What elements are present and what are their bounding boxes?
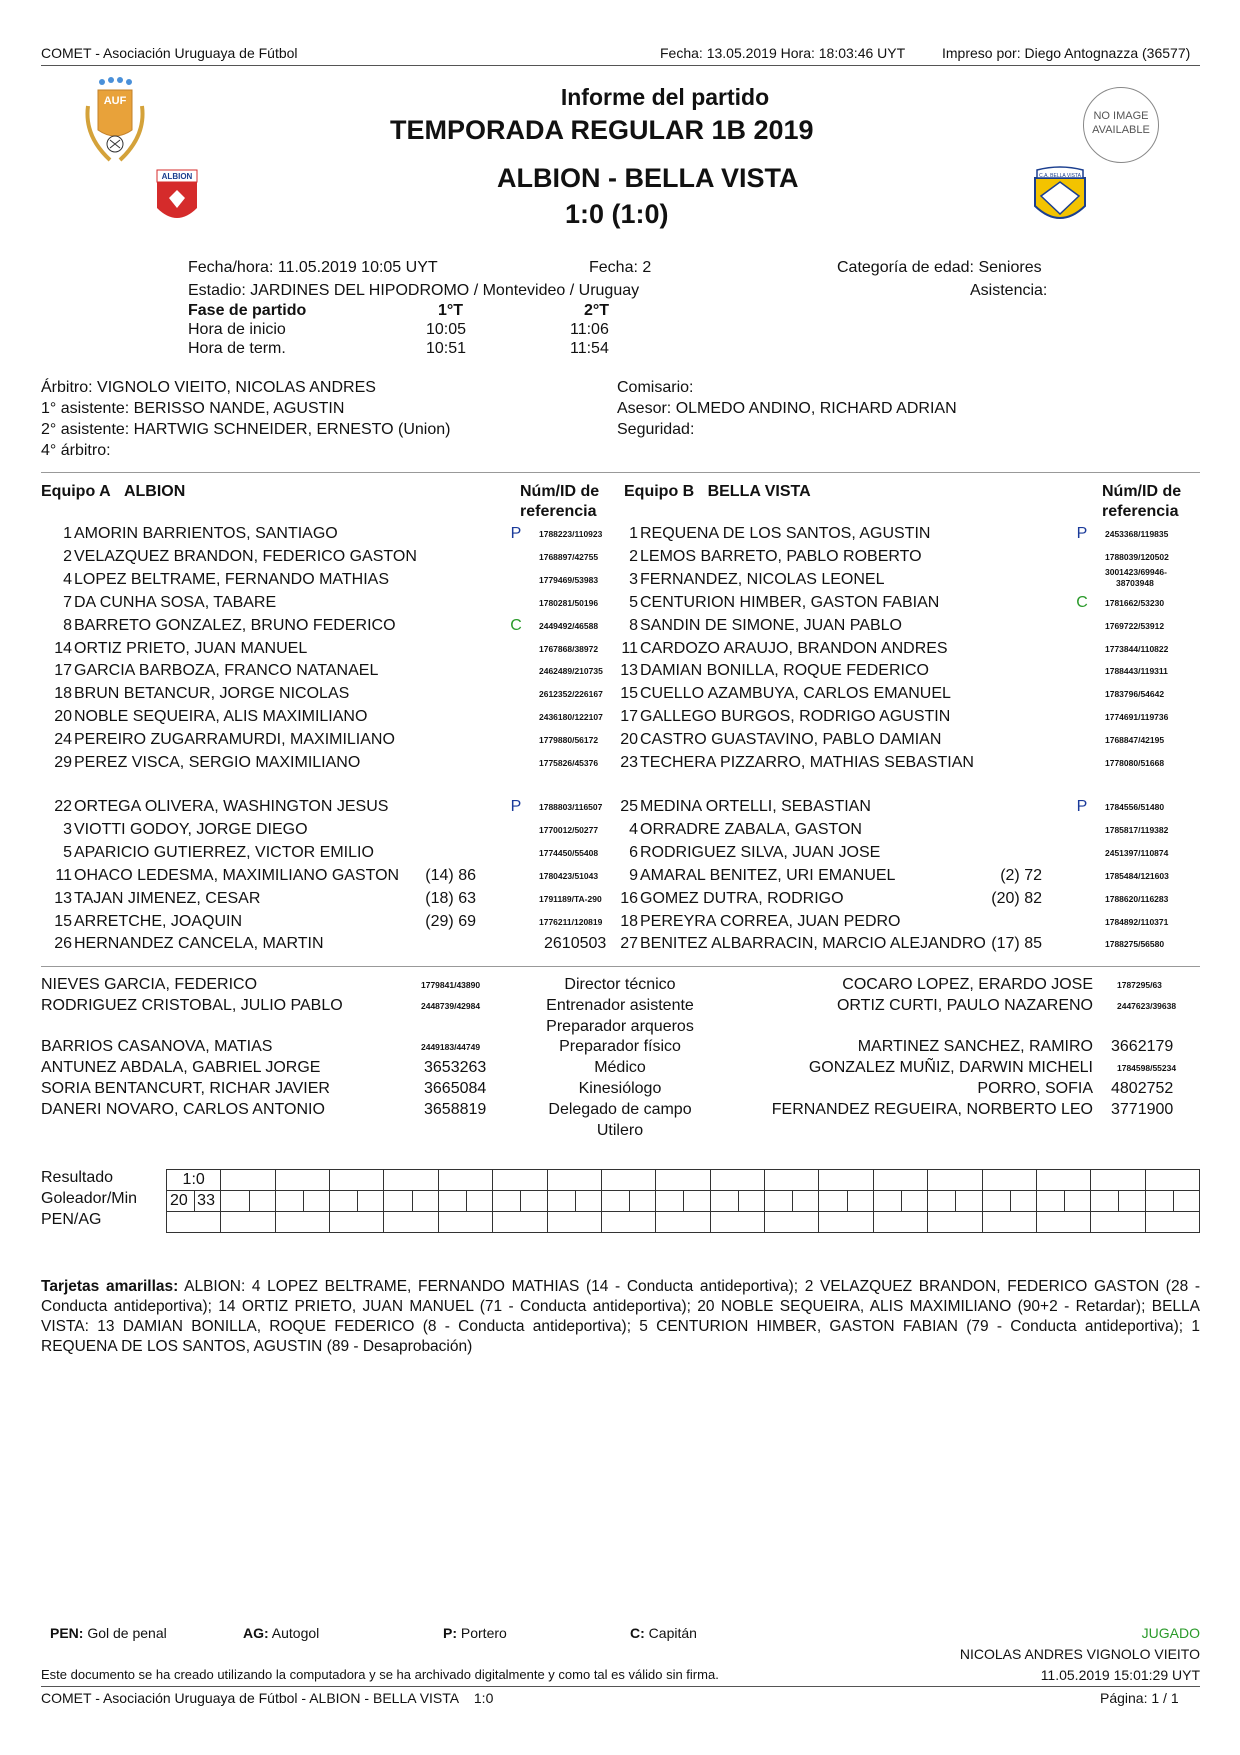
assistant-1: 1° asistente: BERISSO NANDE, AGUSTIN (41, 400, 345, 417)
player-name: NOBLE SEQUEIRA, ALIS MAXIMILIANO (74, 708, 368, 726)
player-name: LEMOS BARRETO, PABLO ROBERTO (640, 547, 922, 565)
result-cell (764, 1169, 819, 1191)
match-score: 1:0 (1:0) (565, 199, 669, 229)
player-name: PEREZ VISCA, SERGIO MAXIMILIANO (74, 754, 361, 771)
auf-logo-a: AUF (103, 95, 127, 107)
start-label: Hora de inicio (188, 321, 286, 338)
player-number: 26 (54, 935, 72, 953)
team-b-ref-header: Núm/ID de (1102, 483, 1182, 500)
player-name: VIOTTI GODOY, JORGE DIEGO (74, 820, 308, 838)
referee: Árbitro: VIGNOLO VIEITO, NICOLAS ANDRES (41, 379, 376, 396)
team-a-ref-header-2: referencia (520, 503, 597, 520)
header-print-date: Fecha: 13.05.2019 Hora: 18:03:46 UYT (660, 45, 906, 61)
albion-logo-text: ALBION (161, 172, 193, 181)
staff-a-name: ANTUNEZ ABDALA, GABRIEL JORGE (41, 1059, 321, 1077)
staff-a-name: RODRIGUEZ CRISTOBAL, JULIO PABLO (41, 996, 343, 1014)
player-ref: 1784556/51480 (1105, 802, 1165, 812)
player-name: GALLEGO BURGOS, RODRIGO AGUSTIN (640, 708, 951, 726)
goalkeeper-mark: P (1076, 798, 1088, 815)
player-ref: 1783796/54642 (1105, 689, 1165, 700)
team-a-label: Equipo A (41, 483, 111, 500)
scorer-cell (764, 1190, 819, 1212)
scorer-cell (601, 1190, 656, 1212)
staff-role: Entrenador asistente (546, 996, 694, 1014)
assistant-2: 2° asistente: HARTWIG SCHNEIDER, ERNESTO (Union) (41, 421, 451, 438)
scorer-cell (710, 1190, 765, 1212)
scorer-cell-divider (194, 1191, 195, 1212)
legend-c: C: Capitán (630, 1625, 697, 1641)
match-title: ALBION - BELLA VISTA (497, 163, 799, 193)
scorer-cell (982, 1190, 1037, 1212)
player-name: LOPEZ BELTRAME, FERNANDO MATHIAS (74, 570, 390, 588)
staff-a-name: BARRIOS CASANOVA, MATIAS (41, 1038, 273, 1056)
player-name: TECHERA PIZZARRO, MATHIAS SEBASTIAN (640, 754, 974, 771)
player-ref: 1780281/50196 (539, 597, 599, 608)
result-cell (166, 1169, 221, 1191)
start-half2: 11:06 (570, 321, 609, 338)
player-name: BENITEZ ALBARRACIN, MARCIO ALEJANDRO (640, 935, 986, 953)
player-ref: 1788223/110923 (539, 529, 603, 539)
end-half1: 10:51 (426, 340, 467, 357)
player-name: PEREIRO ZUGARRAMURDI, MAXIMILIANO (74, 731, 395, 749)
yellow-cards (41, 1277, 1200, 1357)
result-label: Resultado (41, 1169, 114, 1186)
result-cell (492, 1169, 547, 1191)
half2-label: 2°T (584, 302, 610, 319)
player-number: 3 (63, 820, 72, 838)
player-name: ORRADRE ZABALA, GASTON (640, 820, 862, 838)
yellow-cards-label: Tarjetas amarillas: (41, 1278, 179, 1295)
pen-ag-cell (818, 1211, 873, 1233)
player-name: AMORIN BARRIENTOS, SANTIAGO (74, 525, 338, 542)
legend-p: P: Portero (443, 1625, 507, 1641)
player-number: 5 (63, 843, 72, 861)
staff-a-name: DANERI NOVARO, CARLOS ANTONIO (41, 1100, 325, 1118)
scorer-cell-divider (1010, 1191, 1011, 1212)
player-name: CENTURION HIMBER, GASTON FABIAN (640, 593, 940, 611)
player-ref: 1774450/55408 (539, 847, 599, 858)
result-cell (873, 1169, 928, 1191)
player-number: 8 (63, 616, 72, 634)
player-ref: 1770012/50277 (539, 824, 599, 835)
player-number: 2 (63, 547, 72, 565)
result-cell (220, 1169, 275, 1191)
scorer-cell (1090, 1190, 1145, 1212)
sub-minute: (29) 69 (425, 912, 476, 930)
player-ref: 1788620/116283 (1105, 893, 1169, 904)
stadium: Estadio: JARDINES DEL HIPODROMO / Montevideo / Uruguay (188, 282, 640, 299)
pen-ag-cell (601, 1211, 656, 1233)
player-number: 1 (629, 525, 638, 542)
security: Seguridad: (617, 421, 695, 438)
goalkeeper-mark: P (510, 798, 522, 815)
staff-a-ref: 2448739/42984 (421, 1000, 481, 1011)
scorer-cell-divider (249, 1191, 250, 1212)
scorer-cell (1036, 1190, 1091, 1212)
player-name: ORTIZ PRIETO, JUAN MANUEL (74, 639, 308, 657)
player-ref: 1788803/116507 (539, 802, 603, 812)
scorer-cell-divider (1118, 1191, 1119, 1212)
player-name: DA CUNHA SOSA, TABARE (74, 593, 277, 611)
no-image-line1: NO IMAGE (1093, 110, 1149, 122)
end-label: Hora de term. (188, 340, 286, 357)
scorer-cell-divider (792, 1191, 793, 1212)
team-b-ref-header-2: referencia (1102, 503, 1179, 520)
player-number: 23 (620, 754, 638, 771)
result-cell (275, 1169, 330, 1191)
player-name: MEDINA ORTELLI, SEBASTIAN (640, 798, 871, 815)
season-title: TEMPORADA REGULAR 1B 2019 (390, 115, 814, 145)
scorer-cell-divider (738, 1191, 739, 1212)
pen-ag-cell (492, 1211, 547, 1233)
player-ref: 1773844/110822 (1105, 643, 1169, 654)
player-name: CASTRO GUASTAVINO, PABLO DAMIAN (640, 731, 942, 749)
sub-minute: (18) 63 (425, 889, 476, 907)
signed-at: 11.05.2019 15:01:29 UYT (1040, 1667, 1200, 1683)
pen-ag-cell (329, 1211, 384, 1233)
scorer-cell (655, 1190, 710, 1212)
scorer-cell-divider (303, 1191, 304, 1212)
staff-b-name: COCARO LOPEZ, ERARDO JOSE (842, 976, 1093, 993)
player-number: 8 (629, 616, 638, 634)
player-ref: 3001423/69946- (1105, 566, 1167, 577)
player-number: 15 (620, 685, 638, 703)
scorer-cell (927, 1190, 982, 1212)
player-number: 6 (629, 843, 638, 861)
player-ref: 2436180/122107 (539, 712, 603, 723)
player-ref: 1784892/110371 (1105, 916, 1169, 927)
player-number: 5 (629, 593, 638, 611)
team-b-label: Equipo B (624, 483, 695, 500)
player-number: 11 (55, 866, 72, 884)
staff-a-ref: 3658819 (424, 1100, 487, 1118)
scorer-cell-divider (955, 1191, 956, 1212)
result-cell (601, 1169, 656, 1191)
player-name: AMARAL BENITEZ, URI EMANUEL (640, 866, 896, 884)
player-name: PEREYRA CORREA, JUAN PEDRO (640, 912, 901, 930)
result-cell (982, 1169, 1037, 1191)
scorer-cell-divider (847, 1191, 848, 1212)
player-number: 29 (54, 754, 72, 771)
staff-a-ref: 3665084 (424, 1080, 487, 1097)
scorer-cell (438, 1190, 493, 1212)
player-number: 16 (620, 889, 638, 907)
result-cell (1090, 1169, 1145, 1191)
bella-vista-logo (1029, 166, 1091, 230)
pen-ag-label: PEN/AG (41, 1211, 102, 1228)
team-a-header (41, 483, 185, 501)
player-ref-cont: 38703948 (1116, 577, 1154, 588)
staff-role: Médico (594, 1059, 646, 1077)
fourth-official: 4° árbitro: (41, 442, 111, 459)
pen-ag-cell (383, 1211, 438, 1233)
scorer-cell (220, 1190, 275, 1212)
advisor: Asesor: OLMEDO ANDINO, RICHARD ADRIAN (617, 400, 957, 417)
player-number: 25 (620, 798, 638, 815)
staff-a-ref: 3653263 (424, 1059, 487, 1077)
player-name: RODRIGUEZ SILVA, JUAN JOSE (640, 843, 881, 861)
team-b-header (624, 483, 811, 501)
player-ref: 1785484/121603 (1105, 870, 1169, 881)
player-ref: 1778080/51668 (1105, 758, 1165, 768)
player-ref: 2610503 (544, 935, 607, 953)
pen-ag-cell (547, 1211, 602, 1233)
staff-role: Kinesiólogo (578, 1080, 662, 1097)
commissioner: Comisario: (617, 379, 694, 396)
result-cell (927, 1169, 982, 1191)
phase-label: Fase de partido (188, 302, 307, 319)
result-cell (655, 1169, 710, 1191)
scorer-cell (275, 1190, 330, 1212)
result-cell (547, 1169, 602, 1191)
scorer-cell-divider (1173, 1191, 1174, 1212)
player-name: DAMIAN BONILLA, ROQUE FEDERICO (640, 662, 929, 680)
scorer-cell-divider (575, 1191, 576, 1212)
report-title: Informe del partido (560, 84, 770, 110)
player-name: REQUENA DE LOS SANTOS, AGUSTIN (640, 525, 931, 542)
staff-a-name: SORIA BENTANCURT, RICHAR JAVIER (41, 1080, 330, 1097)
result-cell (438, 1169, 493, 1191)
pen-ag-cell (1145, 1211, 1200, 1233)
captain-mark: C (510, 616, 522, 634)
player-name: OHACO LEDESMA, MAXIMILIANO GASTON (74, 866, 400, 884)
staff-b-name: GONZALEZ MUÑIZ, DARWIN MICHELI (808, 1059, 1093, 1077)
age-category: Categoría de edad: Seniores (837, 259, 1042, 276)
scorer-cell (818, 1190, 873, 1212)
footer-match: COMET - Asociación Uruguaya de Fútbol - ALBION - BELLA VISTA 1:0 (41, 1690, 494, 1706)
bella-logo-text: C.A. BELLA VISTA (1039, 173, 1081, 179)
scorer-minute: 33 (197, 1192, 215, 1209)
scorer-cell (1145, 1190, 1200, 1212)
player-number: 20 (620, 731, 638, 749)
staff-b-name: ORTIZ CURTI, PAULO NAZARENO (836, 996, 1093, 1014)
result-cell (1145, 1169, 1200, 1191)
result-cell (710, 1169, 765, 1191)
pen-ag-cell (982, 1211, 1037, 1233)
result-cell (383, 1169, 438, 1191)
goalkeeper-mark: P (510, 525, 522, 542)
digital-note: Este documento se ha creado utilizando la computadora y se ha archivado digitalmente y como tal es válido sin firma. (41, 1667, 719, 1682)
header-printed-by: Impreso por: Diego Antognazza (36577) (942, 45, 1191, 61)
player-name: GOMEZ DUTRA, RODRIGO (640, 889, 844, 907)
staff-b-name: PORRO, SOFIA (977, 1080, 1093, 1097)
end-half2: 11:54 (570, 340, 609, 357)
player-number: 17 (54, 662, 72, 680)
player-ref: 1788039/120502 (1105, 551, 1169, 562)
pen-ag-cell (438, 1211, 493, 1233)
pen-ag-cell (220, 1211, 275, 1233)
player-ref: 1767868/38972 (539, 643, 599, 654)
player-ref: 1775826/45376 (539, 758, 599, 768)
player-ref: 1779880/56172 (539, 735, 599, 746)
legend-ag: AG: Autogol (243, 1625, 320, 1641)
staff-role: Preparador arqueros (546, 1017, 694, 1035)
player-number: 22 (54, 798, 72, 815)
pen-ag-cell (764, 1211, 819, 1233)
player-number: 4 (63, 570, 72, 588)
staff-b-ref: 1787295/63 (1117, 980, 1162, 990)
player-name: HERNANDEZ CANCELA, MARTIN (74, 935, 324, 953)
goalkeeper-mark: P (1076, 525, 1088, 542)
no-image-line2: AVAILABLE (1092, 124, 1150, 136)
player-number: 9 (629, 866, 638, 884)
player-ref: 1769722/53912 (1105, 620, 1165, 631)
scorer-label: Goleador/Min (41, 1190, 138, 1207)
player-number: 4 (629, 820, 638, 838)
team-a-ref-header: Núm/ID de (520, 483, 600, 500)
staff-role: Utilero (596, 1121, 644, 1139)
staff-role: Preparador físico (559, 1038, 681, 1056)
captain-mark: C (1076, 593, 1088, 611)
staff-a-ref: 2449183/44749 (421, 1042, 481, 1053)
staff-a-name: NIEVES GARCIA, FEDERICO (41, 976, 258, 993)
staff-b-name: FERNANDEZ REGUEIRA, NORBERTO LEO (771, 1100, 1093, 1118)
scorer-cell (873, 1190, 928, 1212)
staff-b-ref: 3662179 (1111, 1038, 1174, 1056)
player-number: 3 (629, 570, 638, 588)
pen-ag-cell (873, 1211, 928, 1233)
scorer-cell-divider (1064, 1191, 1065, 1212)
player-number: 18 (54, 685, 72, 703)
player-ref: 1776211/120819 (539, 916, 603, 927)
player-ref: 1788443/119311 (1105, 666, 1168, 677)
scorer-cell (547, 1190, 602, 1212)
scorer-number: 20 (170, 1192, 188, 1209)
staff-role: Director técnico (564, 976, 676, 993)
scorer-cell (166, 1190, 221, 1212)
player-name: ARRETCHE, JOAQUIN (74, 912, 243, 930)
player-number: 24 (54, 731, 72, 749)
start-half1: 10:05 (426, 321, 467, 338)
scorer-cell (492, 1190, 547, 1212)
scorer-cell (329, 1190, 384, 1212)
scorer-cell-divider (357, 1191, 358, 1212)
player-number: 11 (621, 639, 638, 657)
staff-b-ref: 2447623/39638 (1117, 1000, 1177, 1011)
match-datetime: Fecha/hora: 11.05.2019 10:05 UYT (188, 259, 438, 276)
player-ref: 1781662/53230 (1105, 597, 1165, 608)
scorer-cell-divider (466, 1191, 467, 1212)
player-ref: 2449492/46588 (539, 620, 599, 631)
team-a-name: ALBION (123, 483, 186, 500)
player-number: 18 (620, 912, 638, 930)
player-number: 13 (620, 662, 638, 680)
staff-b-name: MARTINEZ SANCHEZ, RAMIRO (857, 1038, 1093, 1056)
player-number: 27 (620, 935, 638, 953)
player-ref: 2453368/119835 (1105, 529, 1169, 539)
player-number: 1 (63, 525, 72, 542)
pen-ag-cell (710, 1211, 765, 1233)
sub-minute: (14) 86 (425, 866, 476, 884)
no-image-placeholder (1083, 87, 1159, 163)
attendance: Asistencia: (970, 282, 1048, 299)
staff-b-ref: 1784598/55234 (1117, 1063, 1177, 1074)
header-org: COMET - Asociación Uruguaya de Fútbol (41, 45, 298, 61)
player-ref: 1779469/53983 (539, 574, 599, 585)
yellow-cards-text: ALBION: 4 LOPEZ BELTRAME, FERNANDO MATHIAS (14 - Conducta antideportiva); 2 VELAZQUEZ BRANDON, FEDERICO GASTON (28 - Conducta antideportiva); 14 ORTIZ PRIETO, JUAN MANUEL (71 - Conducta antideportiva); 20 NOBLE SEQUEIRA, ALIS MAXIMILIANO (90+2 - Retardar); BELLA VISTA: 13 DAMIAN BONILLA, ROQUE FEDERICO (8 - Conducta antideportiva); 5 CENTURION HIMBER, GASTON FABIAN (79 - Conducta antideportiva); 1 REQUENA DE LOS SANTOS, AGUSTIN (89 - Desaprobación) (41, 1278, 1201, 1355)
signer-name: NICOLAS ANDRES VIGNOLO VIEITO (959, 1646, 1200, 1662)
pen-ag-cell (1036, 1211, 1091, 1233)
player-ref: 2612352/226167 (539, 689, 603, 700)
scorer-cell (383, 1190, 438, 1212)
albion-logo (153, 168, 201, 230)
staff-role: Delegado de campo (548, 1100, 692, 1118)
player-name: TAJAN JIMENEZ, CESAR (74, 889, 261, 907)
player-number: 20 (54, 708, 72, 726)
sub-minute: (17) 85 (991, 935, 1042, 953)
player-ref: 1768847/42195 (1105, 735, 1165, 746)
player-ref: 1768897/42755 (539, 551, 599, 562)
pen-ag-cell (927, 1211, 982, 1233)
scorer-cell-divider (683, 1191, 684, 1212)
sub-minute: (2) 72 (1000, 866, 1042, 884)
pen-ag-cell (275, 1211, 330, 1233)
player-ref: 1780423/51043 (539, 870, 599, 881)
player-ref: 1791189/TA-290 (539, 893, 602, 904)
player-ref: 2462489/210735 (539, 666, 603, 677)
team-b-name: BELLA VISTA (707, 483, 811, 500)
player-ref: 1785817/119382 (1105, 824, 1169, 835)
pen-ag-cell (166, 1211, 221, 1233)
match-round: Fecha: 2 (589, 259, 652, 276)
player-name: APARICIO GUTIERREZ, VICTOR EMILIO (74, 843, 374, 861)
pen-ag-cell (1090, 1211, 1145, 1233)
player-number: 7 (63, 593, 72, 611)
scorer-cell-divider (629, 1191, 630, 1212)
player-name: BRUN BETANCUR, JORGE NICOLAS (74, 685, 350, 703)
scorer-cell-divider (901, 1191, 902, 1212)
player-name: SANDIN DE SIMONE, JUAN PABLO (640, 616, 902, 634)
pen-ag-cell (655, 1211, 710, 1233)
player-number: 14 (54, 639, 72, 657)
staff-b-ref: 4802752 (1111, 1080, 1174, 1097)
player-number: 17 (620, 708, 638, 726)
scorer-cell-divider (520, 1191, 521, 1212)
player-name: VELAZQUEZ BRANDON, FEDERICO GASTON (74, 547, 417, 565)
player-name: CARDOZO ARAUJO, BRANDON ANDRES (640, 639, 948, 657)
result-value: 1:0 (182, 1171, 205, 1188)
player-name: BARRETO GONZALEZ, BRUNO FEDERICO (74, 616, 396, 634)
legend-pen: PEN: Gol de penal (50, 1625, 167, 1641)
result-cell (1036, 1169, 1091, 1191)
player-name: CUELLO AZAMBUYA, CARLOS EMANUEL (640, 685, 951, 703)
staff-b-ref: 3771900 (1111, 1100, 1174, 1118)
result-cell (329, 1169, 384, 1191)
player-number: 2 (629, 547, 638, 565)
player-ref: 2451397/110874 (1105, 847, 1169, 858)
result-cell (818, 1169, 873, 1191)
player-name: ORTEGA OLIVERA, WASHINGTON JESUS (74, 798, 389, 815)
half1-label: 1°T (438, 302, 464, 319)
scorer-cell-divider (412, 1191, 413, 1212)
player-ref: 1774691/119736 (1105, 712, 1169, 723)
player-number: 15 (54, 912, 72, 930)
sub-minute: (20) 82 (991, 889, 1042, 907)
status-played: JUGADO (1141, 1625, 1200, 1641)
player-name: GARCIA BARBOZA, FRANCO NATANAEL (74, 662, 379, 680)
page-number: Página: 1 / 1 (1100, 1690, 1179, 1706)
player-name: FERNANDEZ, NICOLAS LEONEL (640, 570, 885, 588)
player-ref: 1788275/56580 (1105, 939, 1165, 950)
player-number: 13 (54, 889, 72, 907)
staff-a-ref: 1779841/43890 (421, 980, 481, 990)
